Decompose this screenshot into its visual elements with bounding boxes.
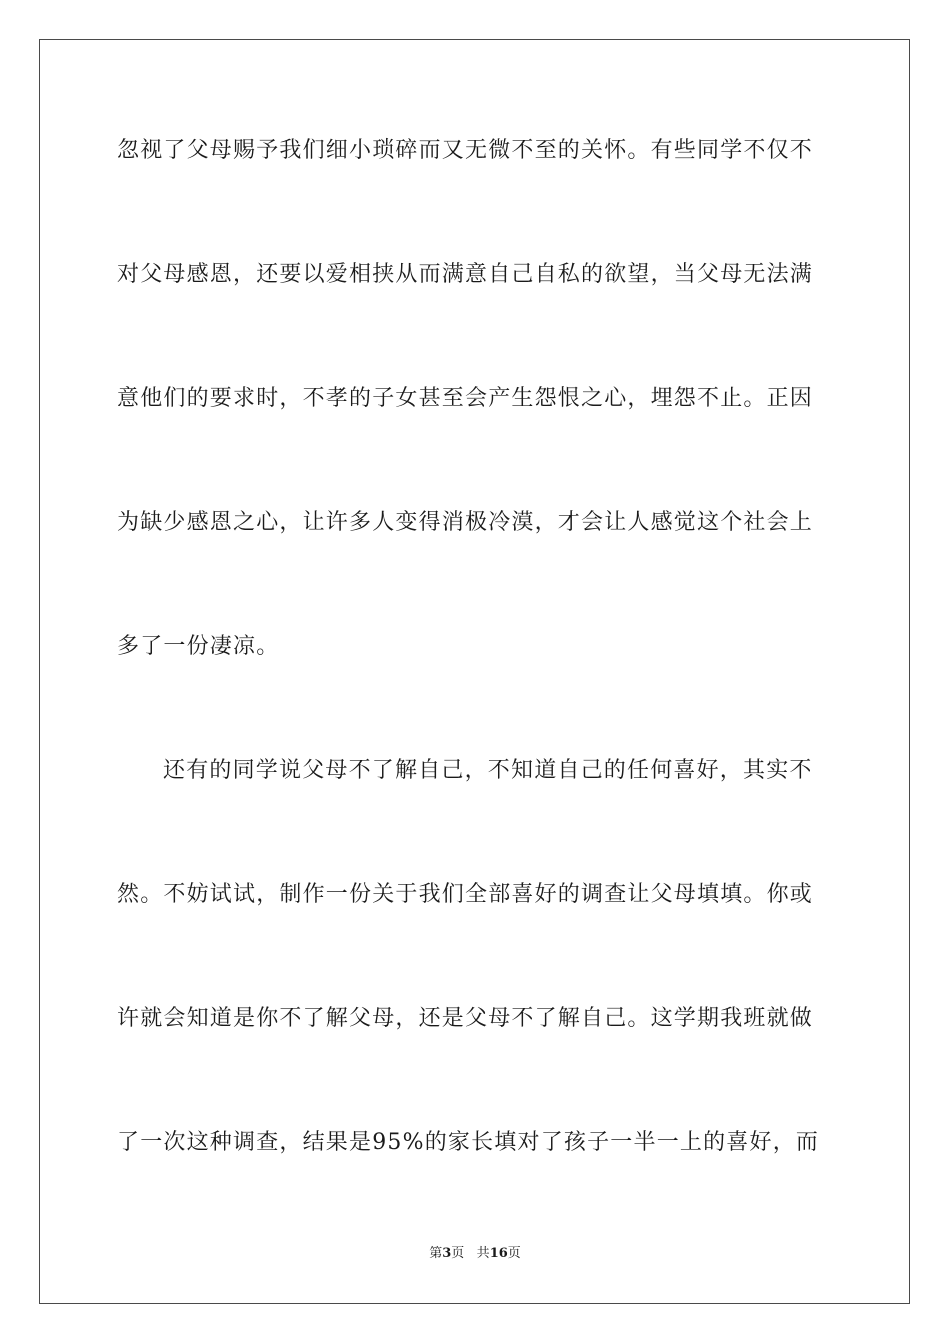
body-line-4: 为缺少感恩之心，让许多人变得消极冷漠，才会让人感觉这个社会上 [117,510,814,535]
body-line-2: 对父母感恩，还要以爱相挟从而满意自己自私的欲望，当父母无法满 [117,262,814,287]
body-line-1: 忽视了父母赐予我们细小琐碎而又无微不至的关怀。有些同学不仅不 [117,138,814,163]
total-prefix: 共 [476,1246,490,1261]
body-line-3: 意他们的要求时，不孝的子女甚至会产生怨恨之心，埋怨不止。正因 [117,386,814,411]
body-line-6: 还有的同学说父母不了解自己，不知道自己的任何喜好，其实不 [163,758,813,783]
page-suffix: 页 [451,1246,465,1261]
page-footer [0,1245,950,1263]
page-number: 3 [442,1246,452,1261]
body-line-8: 许就会知道是你不了解父母，还是父母不了解自己。这学期我班就做 [117,1006,814,1031]
page-border [39,39,910,1304]
body-line-7: 然。不妨试试，制作一份关于我们全部喜好的调查让父母填填。你或 [117,882,814,907]
body-line-9: 了一次这种调查，结果是95%的家长填对了孩子一半一上的喜好，而 [117,1130,820,1155]
body-line-5: 多了一份凄凉。 [117,634,280,659]
page-prefix: 第 [429,1246,443,1261]
total-suffix: 页 [507,1246,521,1261]
total-pages: 16 [489,1246,508,1261]
